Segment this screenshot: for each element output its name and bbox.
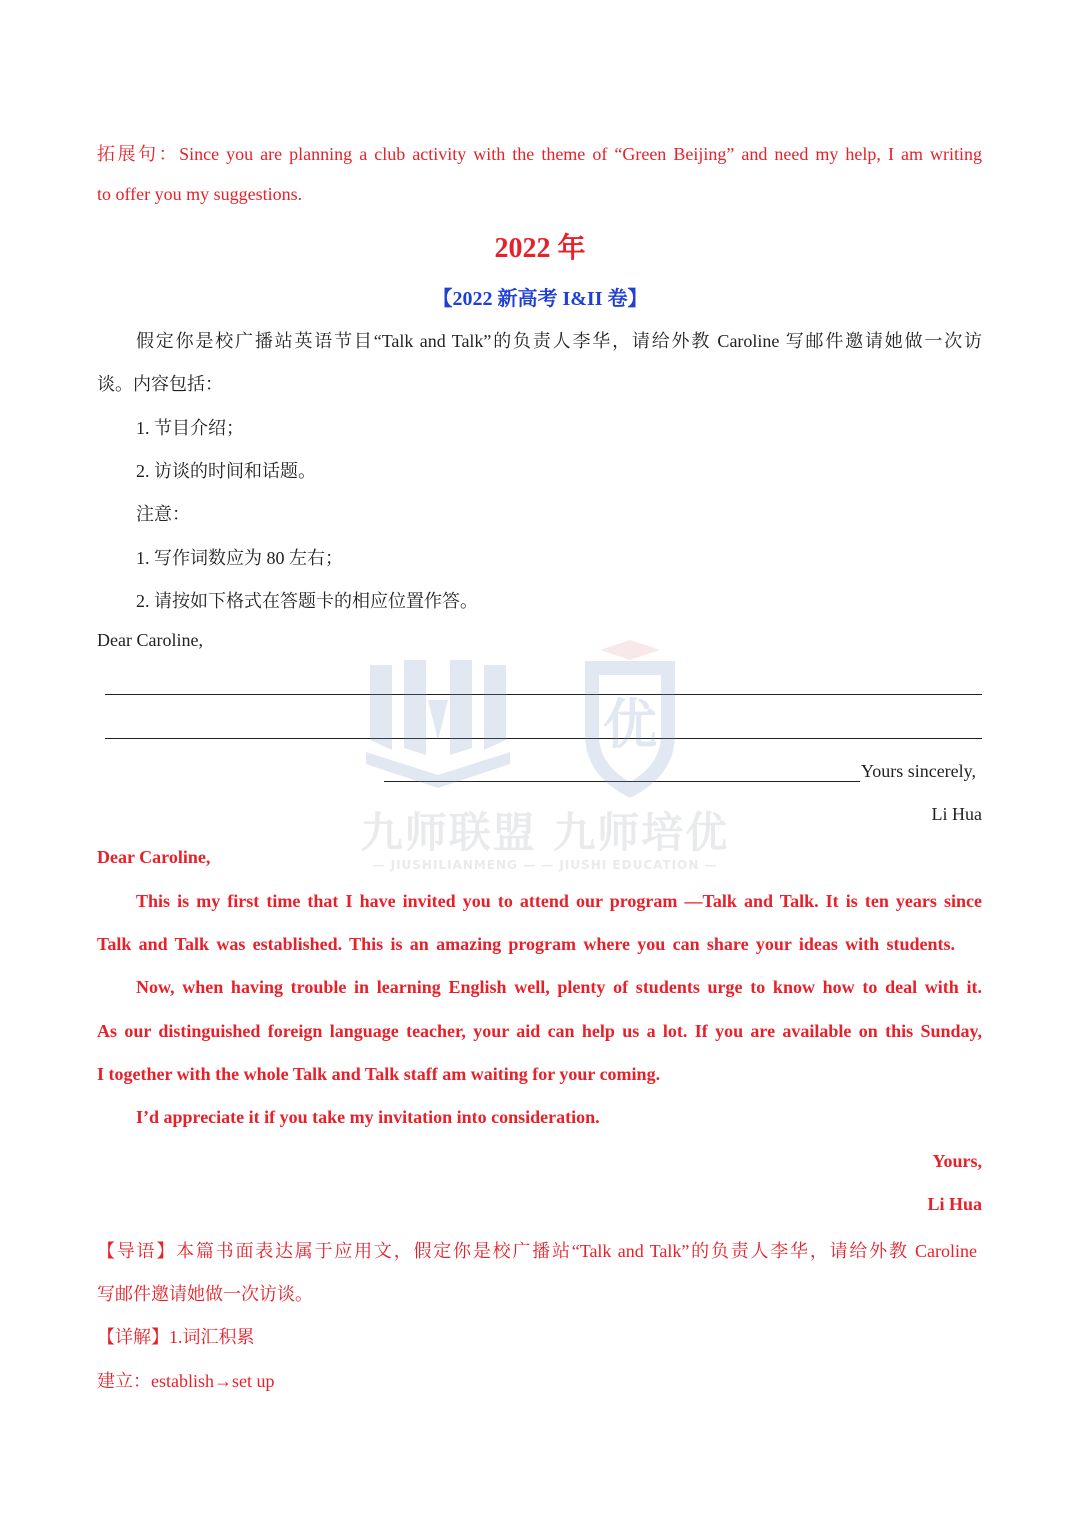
prompt-line1: 假定你是校广播站英语节目“Talk and Talk”的负责人李华，请给外教 Caroline 写邮件邀请她做一次访 bbox=[136, 331, 982, 351]
watermark-text-en: — JIUSHILIANMENG — — JIUSHI EDUCATION — bbox=[372, 858, 718, 872]
prompt-line2: 谈。内容包括： bbox=[97, 374, 223, 394]
sample-p1-line1: This is my first time that I have invited you to attend our program —Talk and Talk. It is ten years since bbox=[136, 891, 982, 911]
prompt-item1: 1. 节目介绍； bbox=[136, 418, 244, 438]
answer-line-3 bbox=[384, 781, 860, 782]
sample-closing: Yours, bbox=[932, 1151, 982, 1171]
note-item1: 1. 写作词数应为 80 左右； bbox=[136, 548, 343, 568]
sample-salutation: Dear Caroline, bbox=[97, 847, 211, 867]
exam-heading: 【2022 新高考 I&II 卷】 bbox=[432, 288, 648, 310]
detail-label: 【详解】1.词汇积累 bbox=[97, 1327, 255, 1347]
extended-sentence-line2: to offer you my suggestions. bbox=[97, 184, 303, 204]
sample-p3-line1: I’d appreciate it if you take my invitation into consideration. bbox=[136, 1107, 600, 1127]
extended-sentence-line1: 拓展句：Since you are planning a club activity with the theme of “Green Beijing” and need my help, I am writing bbox=[97, 144, 982, 164]
sample-p2-line1: Now, when having trouble in learning English well, plenty of students urge to know how to deal with it. bbox=[136, 977, 982, 997]
prompt-closing: Yours sincerely, bbox=[861, 761, 976, 781]
note-item2: 2. 请按如下格式在答题卡的相应位置作答。 bbox=[136, 591, 478, 611]
answer-line-2 bbox=[105, 738, 982, 739]
guide-line1: 【导语】本篇书面表达属于应用文，假定你是校广播站“Talk and Talk”的负责人李华，请给外教 Caroline bbox=[97, 1241, 977, 1261]
detail-vocab1: 建立：establish→set up bbox=[97, 1371, 275, 1391]
sample-p1-line2: Talk and Talk was established. This is an amazing program where you can share your ideas with students. bbox=[97, 934, 955, 954]
watermark-text-cn: 九师联盟 九师培优 bbox=[360, 808, 730, 857]
sample-p2-line3: I together with the whole Talk and Talk staff am waiting for your coming. bbox=[97, 1064, 661, 1084]
sample-p2-line2: As our distinguished foreign language teacher, your aid can help us a lot. If you are available on this Sunday, bbox=[97, 1021, 982, 1041]
watermark bbox=[330, 640, 760, 880]
prompt-signature: Li Hua bbox=[931, 804, 982, 824]
prompt-salutation: Dear Caroline, bbox=[97, 630, 203, 650]
sample-signature: Li Hua bbox=[927, 1194, 982, 1214]
prompt-item2: 2. 访谈的时间和话题。 bbox=[136, 461, 316, 481]
answer-line-1 bbox=[105, 694, 982, 695]
note-label: 注意： bbox=[136, 504, 190, 524]
watermark-logo-icon bbox=[330, 640, 760, 800]
watermark-badge-char: 优 bbox=[603, 693, 657, 756]
guide-line2: 写邮件邀请她做一次访谈。 bbox=[97, 1284, 313, 1304]
year-heading: 2022 年 bbox=[494, 233, 586, 264]
